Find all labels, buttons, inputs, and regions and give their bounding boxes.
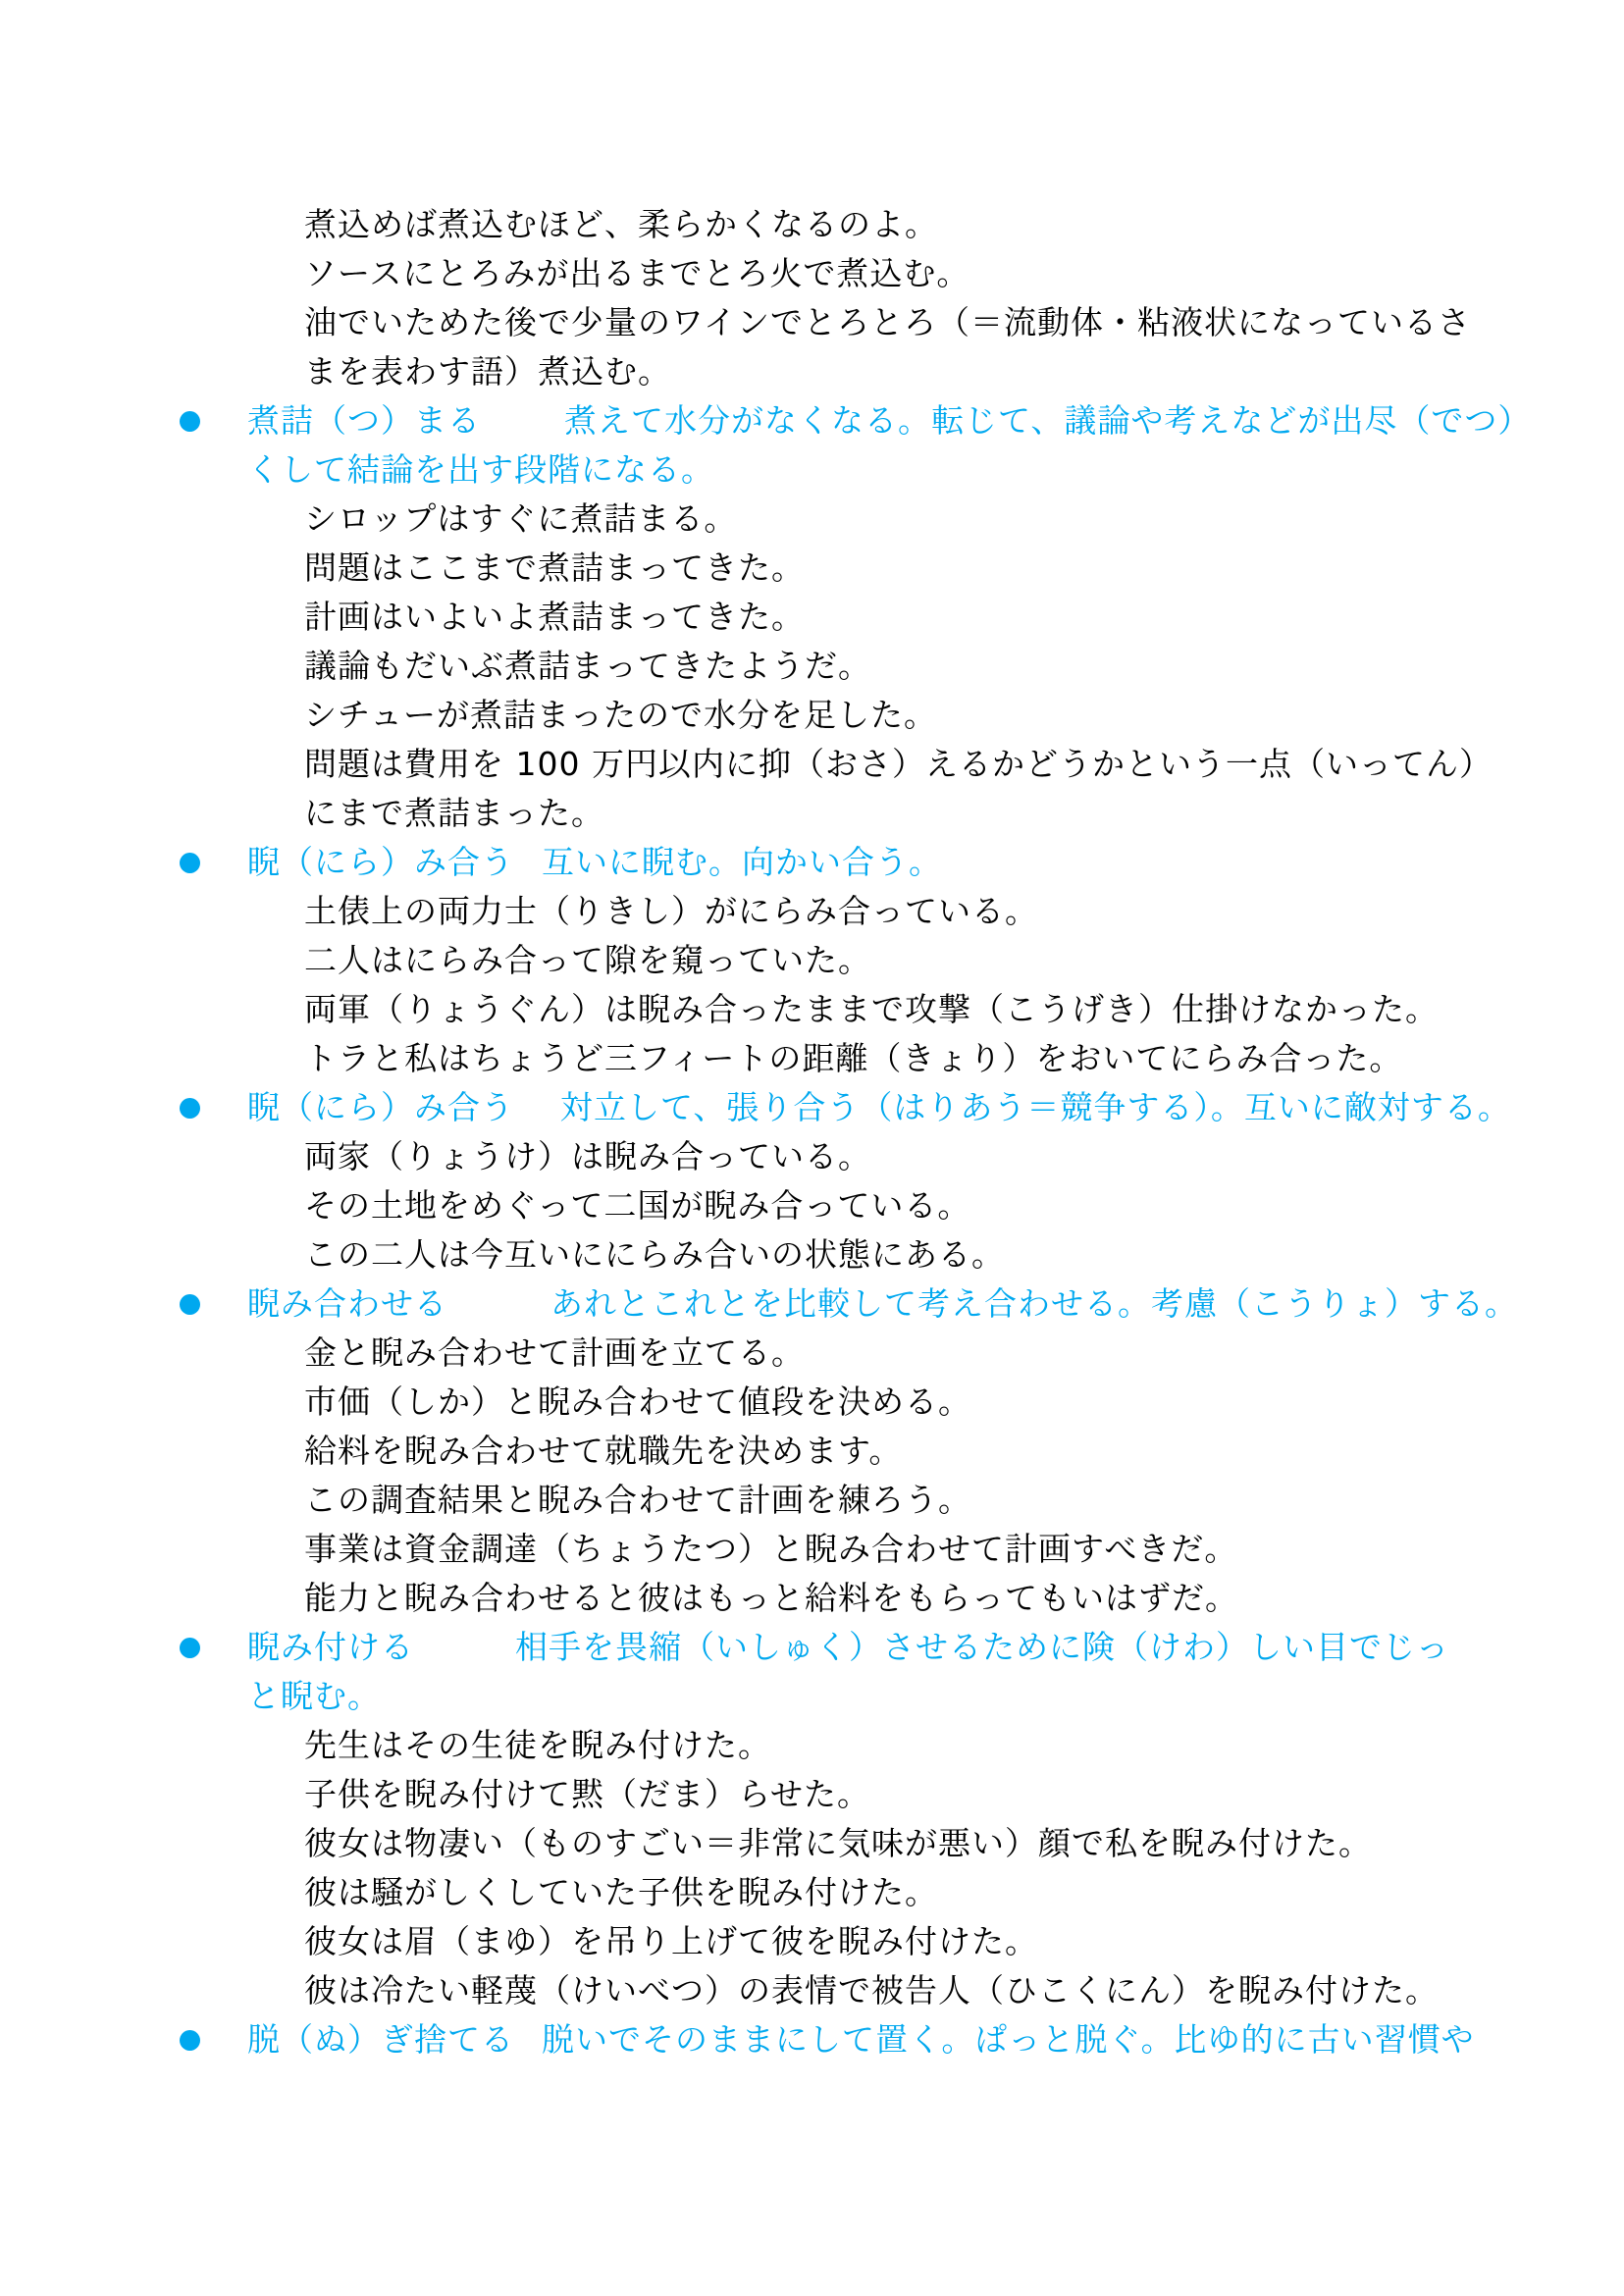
example-sentence xyxy=(0,1132,1624,1181)
line-text: 油でいためた後で少量のワインでとろとろ（＝流動体・粘液状になっているさ xyxy=(304,303,1472,341)
example-sentence xyxy=(0,1427,1624,1476)
line-text: この二人は今互いににらみ合いの状態にある。 xyxy=(304,1235,1005,1274)
line-text: 問題は費用を 100 万円以内に抑（おさ）えるかどうかという一点（いってん） xyxy=(304,745,1493,783)
entry-term: 睨（にら）み合う xyxy=(247,843,514,881)
line-text: 先生はその生徒を睨み付けた。 xyxy=(304,1726,771,1764)
line-text: 二人はにらみ合って隙を窺っていた。 xyxy=(304,941,871,979)
line-text: 能力と睨み合わせると彼はもっと給料をもらってもいはずだ。 xyxy=(304,1579,1238,1617)
bullet-icon xyxy=(180,1098,200,1119)
example-sentence-continuation xyxy=(0,347,1624,396)
line-text: 事業は資金調達（ちょうたつ）と睨み合わせて計画すべきだ。 xyxy=(304,1530,1238,1568)
example-sentence xyxy=(0,1721,1624,1770)
entry-term: 睨み付ける xyxy=(247,1628,414,1666)
example-sentence xyxy=(0,1378,1624,1427)
line-text: シロップはすぐに煮詰まる。 xyxy=(304,499,738,538)
line-text: ソースにとろみが出るまでとろ火で煮込む。 xyxy=(304,254,970,292)
entry-term: 睨み合わせる xyxy=(247,1284,447,1323)
entry-line xyxy=(0,1279,1624,1329)
line-text: 問題はここまで煮詰まってきた。 xyxy=(304,548,805,587)
example-sentence xyxy=(0,691,1624,740)
example-sentence-continuation xyxy=(0,789,1624,838)
line-text: 煮込めば煮込むほど、柔らかくなるのよ。 xyxy=(304,205,938,243)
line-text: と睨む。 xyxy=(247,1677,381,1715)
entry-definition: 煮えて水分がなくなる。転じて、議論や考えなどが出尽（でつ） xyxy=(564,401,1532,440)
entry-definition: 相手を畏縮（いしゅく）させるために険（けわ）しい目でじっ xyxy=(515,1628,1449,1666)
line-text: 土俵上の両力士（りきし）がにらみ合っている。 xyxy=(304,892,1038,930)
example-sentence xyxy=(0,887,1624,936)
line-text: 議論もだいぶ煮詰まってきたようだ。 xyxy=(304,647,871,685)
line-text: 彼は冷たい軽蔑（けいべつ）の表情で被告人（ひこくにん）を睨み付けた。 xyxy=(304,1971,1439,2009)
line-text: 給料を睨み合わせて就職先を決めます。 xyxy=(304,1432,903,1470)
vocabulary-list xyxy=(0,200,1624,2064)
entry-line xyxy=(0,838,1624,887)
line-text: 子供を睨み付けて黙（だま）らせた。 xyxy=(304,1775,871,1813)
line-text: 両家（りょうけ）は睨み合っている。 xyxy=(304,1137,871,1175)
example-sentence xyxy=(0,936,1624,985)
line-text: 彼女は物凄い（ものすごい＝非常に気味が悪い）顔で私を睨み付けた。 xyxy=(304,1824,1372,1862)
entry-line xyxy=(0,2015,1624,2064)
example-sentence xyxy=(0,1819,1624,1868)
line-text: その土地をめぐって二国が睨み合っている。 xyxy=(304,1186,971,1225)
entry-term: 睨（にら）み合う xyxy=(247,1088,514,1126)
entry-definition: 互いに睨む。向かい合う。 xyxy=(542,843,942,881)
example-sentence xyxy=(0,1868,1624,1917)
line-text: くして結論を出す段階になる。 xyxy=(247,450,714,489)
entry-line xyxy=(0,396,1624,445)
entry-definition: 脱いでそのままにして置く。ぱっと脱ぐ。比ゆ的に古い習慣や xyxy=(542,2020,1475,2059)
example-sentence xyxy=(0,495,1624,544)
entry-line xyxy=(0,1083,1624,1132)
example-sentence xyxy=(0,1770,1624,1819)
example-sentence xyxy=(0,1329,1624,1378)
example-sentence xyxy=(0,249,1624,298)
example-sentence xyxy=(0,642,1624,691)
entry-term: 煮詰（つ）まる xyxy=(247,401,481,440)
example-sentence xyxy=(0,1574,1624,1623)
entry-line xyxy=(0,1623,1624,1672)
example-sentence xyxy=(0,1525,1624,1574)
example-sentence xyxy=(0,1476,1624,1525)
line-text: シチューが煮詰まったので水分を足した。 xyxy=(304,696,938,734)
bullet-icon xyxy=(180,1294,200,1315)
line-text: トラと私はちょうど三フィートの距離（きょり）をおいてにらみ合った。 xyxy=(304,1039,1403,1077)
entry-term: 脱（ぬ）ぎ捨てる xyxy=(247,2020,514,2059)
example-sentence xyxy=(0,298,1624,347)
line-text: 金と睨み合わせて計画を立てる。 xyxy=(304,1333,805,1372)
example-sentence xyxy=(0,593,1624,642)
example-sentence xyxy=(0,1917,1624,1966)
example-sentence xyxy=(0,1181,1624,1230)
bullet-icon xyxy=(180,2030,200,2051)
entry-definition-continuation xyxy=(0,1672,1624,1721)
entry-definition-continuation xyxy=(0,445,1624,495)
example-sentence xyxy=(0,740,1624,789)
bullet-icon xyxy=(180,411,200,432)
bullet-icon xyxy=(180,853,200,873)
example-sentence xyxy=(0,1034,1624,1083)
line-text: この調査結果と睨み合わせて計画を練ろう。 xyxy=(304,1481,971,1519)
line-text: 彼女は眉（まゆ）を吊り上げて彼を睨み付けた。 xyxy=(304,1922,1038,1960)
example-sentence xyxy=(0,1966,1624,2015)
line-text: にまで煮詰まった。 xyxy=(304,794,604,832)
line-text: 計画はいよいよ煮詰まってきた。 xyxy=(304,598,805,636)
line-text: 両軍（りょうぐん）は睨み合ったままで攻撃（こうげき）仕掛けなかった。 xyxy=(304,990,1439,1028)
entry-definition: 対立して、張り合う（はりあう＝競争する）。互いに敵対する。 xyxy=(560,1088,1511,1126)
entry-definition: あれとこれとを比較して考え合わせる。考慮（こうりょ）する。 xyxy=(550,1284,1518,1323)
line-text: 彼は騒がしくしていた子供を睨み付けた。 xyxy=(304,1873,938,1911)
example-sentence xyxy=(0,200,1624,249)
example-sentence xyxy=(0,985,1624,1034)
example-sentence xyxy=(0,1230,1624,1279)
line-text: まを表わす語）煮込む。 xyxy=(304,352,671,391)
line-text: 市価（しか）と睨み合わせて値段を決める。 xyxy=(304,1383,971,1421)
bullet-icon xyxy=(180,1638,200,1658)
example-sentence xyxy=(0,544,1624,593)
